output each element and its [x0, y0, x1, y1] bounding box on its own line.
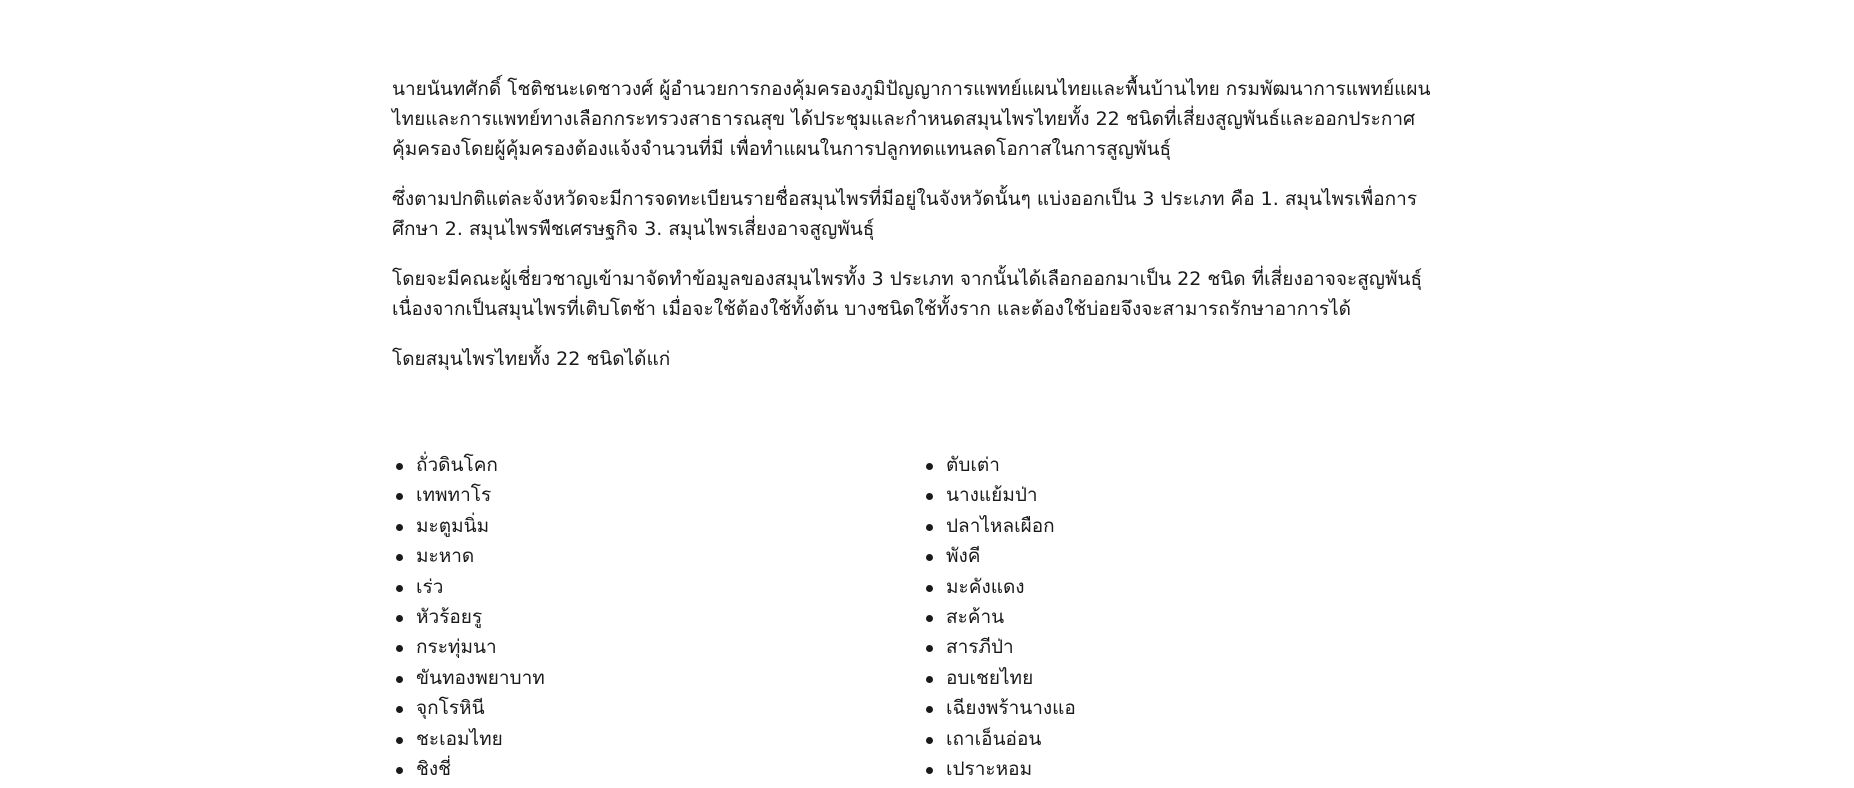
list-item: นางแย้มป่า [922, 480, 1452, 510]
list-item: ตับเต่า [922, 450, 1452, 480]
herb-list-right [922, 450, 1452, 784]
list-intro-paragraph: โดยสมุนไพรไทยทั้ง 22 ชนิดได้แก่ [392, 348, 671, 370]
list-item: เปราะหอม [922, 754, 1452, 784]
selection-paragraph: โดยจะมีคณะผู้เชี่ยวชาญเข้ามาจัดทำข้อมูลของสมุนไพรทั้ง 3 ประเภท จากนั้นได้เลือกออกมาเป็น 22 ชนิด ที่เสี่ยงอาจจะสูญพันธุ์ เนื่องจากเป็นสมุนไพรที่เติบโตช้า เมื่อจะใช้ต้องใช้ทั้งต้น บางชนิดใช้ทั้งราก และต้องใช้บ่อยจึงจะสามารถรักษาอาการได้ [392, 268, 1423, 320]
list-item: หัวร้อยรู [392, 602, 922, 632]
list-item: เร่ว [392, 572, 922, 602]
list-item: เฉียงพร้านางแอ [922, 693, 1452, 723]
list-item: ชะเอมไทย [392, 724, 922, 754]
list-item: ชิงชี่ [392, 754, 922, 784]
list-item: มะคังแดง [922, 572, 1452, 602]
list-item: ขันทองพยาบาท [392, 663, 922, 693]
list-item: อบเชยไทย [922, 663, 1452, 693]
list-item: เทพทาโร [392, 480, 922, 510]
list-item: กระทุ่มนา [392, 632, 922, 662]
herb-list-left [392, 450, 922, 784]
list-item: เถาเอ็นอ่อน [922, 724, 1452, 754]
categories-paragraph: ซึ่งตามปกติแต่ละจังหวัดจะมีการจดทะเบียนรายชื่อสมุนไพรที่มีอยู่ในจังหวัดนั้นๆ แบ่งออกเป็น 3 ประเภท คือ 1. สมุนไพรเพื่อการศึกษา 2. สมุนไพรพืชเศรษฐกิจ 3. สมุนไพรเสี่ยงอาจสูญพันธุ์ [392, 188, 1418, 240]
intro-paragraph: นายนันทศักดิ์ โชติชนะเดชาวงศ์ ผู้อำนวยการกองคุ้มครองภูมิปัญญาการแพทย์แผนไทยและพื้นบ้านไทย กรมพัฒนาการแพทย์แผนไทยและการแพทย์ทางเลือกกระทรวงสาธารณสุข ได้ประชุมและกำหนดสมุนไพรไทยทั้ง 22 ชนิดที่เสี่ยงสูญพันธ์และออกประกาศคุ้มครองโดยผู้คุ้มครองต้องแจ้งจำนวนที่มี เพื่อทำแผนในการปลูกทดแทนลดโอกาสในการสูญพันธุ์ [392, 78, 1431, 160]
list-item: มะหาด [392, 541, 922, 571]
herb-list-columns [392, 450, 1462, 784]
list-item: พังคี [922, 541, 1452, 571]
list-item: ถั่วดินโคก [392, 450, 922, 480]
list-item: จุกโรหินี [392, 693, 922, 723]
article-body [392, 74, 1462, 394]
list-item: มะตูมนิ่ม [392, 511, 922, 541]
list-item: สารภีป่า [922, 632, 1452, 662]
list-item: สะค้าน [922, 602, 1452, 632]
list-item: ปลาไหลเผือก [922, 511, 1452, 541]
